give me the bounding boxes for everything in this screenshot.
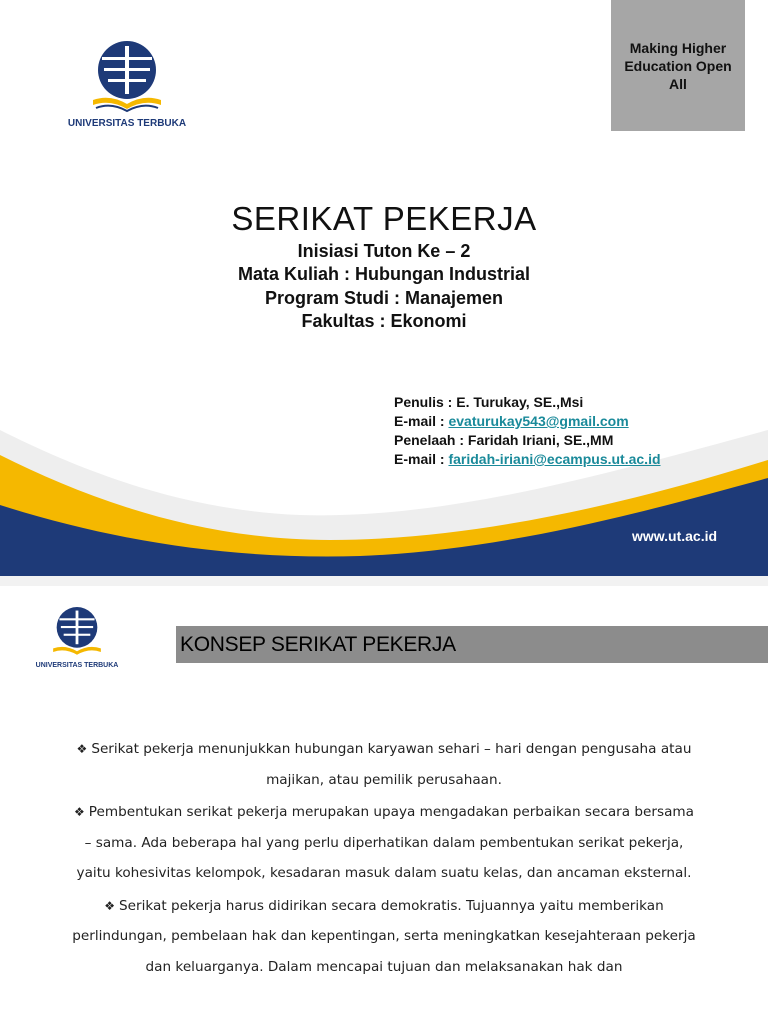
diamond-bullet-icon: ❖ [74,805,85,819]
author-email-link[interactable]: evaturukay543@gmail.com [448,413,629,429]
author-email-line [394,412,661,431]
logo-emblem-icon [30,604,124,662]
reviewer-line: Penelaah : Faridah Iriani, SE.,MM [394,432,614,448]
subtitle-line-1: Inisiasi Tuton Ke – 2 [297,241,471,261]
diamond-bullet-icon: ❖ [76,742,88,756]
list-item [70,734,698,795]
list-item [70,797,698,889]
subtitle-line-4: Fakultas : Ekonomi [301,311,467,331]
diamond-bullet-icon: ❖ [104,898,116,913]
logo-text: UNIVERSITAS TERBUKA [35,662,119,669]
website-url[interactable]: www.ut.ac.id [632,528,718,544]
universitas-terbuka-logo [30,604,124,674]
section-heading: KONSEP SERIKAT PEKERJA [180,632,456,656]
logo-text: UNIVERSITAS TERBUKA [67,118,187,129]
reviewer-email-link[interactable]: faridah-iriani@ecampus.ut.ac.id [448,451,661,467]
paragraph-text: Serikat pekerja harus didirikan secara demokratis. Tujuannya yaitu memberikan perlindungan, pembelaan hak dan kepentingan, serta meningkatkan kesejahteraan pekerja dan keluarganya. Dalam mencapai tujuan dan melaksanakan hak dan [72,897,696,975]
section-heading-bar [176,626,768,663]
slide-title: SERIKAT PEKERJA [231,200,537,237]
credits-block [394,393,661,469]
email-label: E-mail : [394,451,449,467]
content-body [70,734,698,984]
paragraph-text: Pembentukan serikat pekerja merupakan upaya mengadakan perbaikan secara bersama – sama. Ada beberapa hal yang perlu diperhatikan dalam pembentukan serikat pekerja, yaitu kohesivitas kelompok, kesadaran masuk dalam suatu kelas, dan ancaman eksternal. [76,804,694,881]
email-label: E-mail : [394,413,449,429]
list-item [70,891,698,983]
tagline-text: Making Higher Education Open All [624,39,732,92]
reviewer-email-line [394,450,661,469]
paragraph-text: Serikat pekerja menunjukkan hubungan karyawan sehari – hari dengan pengusaha atau majikan, atau pemilik perusahaan. [91,741,692,788]
content-slide [0,586,768,1024]
slide-separator [0,576,768,586]
author-line: Penulis : E. Turukay, SE.,Msi [394,394,584,410]
subtitle-line-3: Program Studi : Manajemen [264,288,504,308]
subtitle-line-2: Mata Kuliah : Hubungan Industrial [238,264,530,284]
